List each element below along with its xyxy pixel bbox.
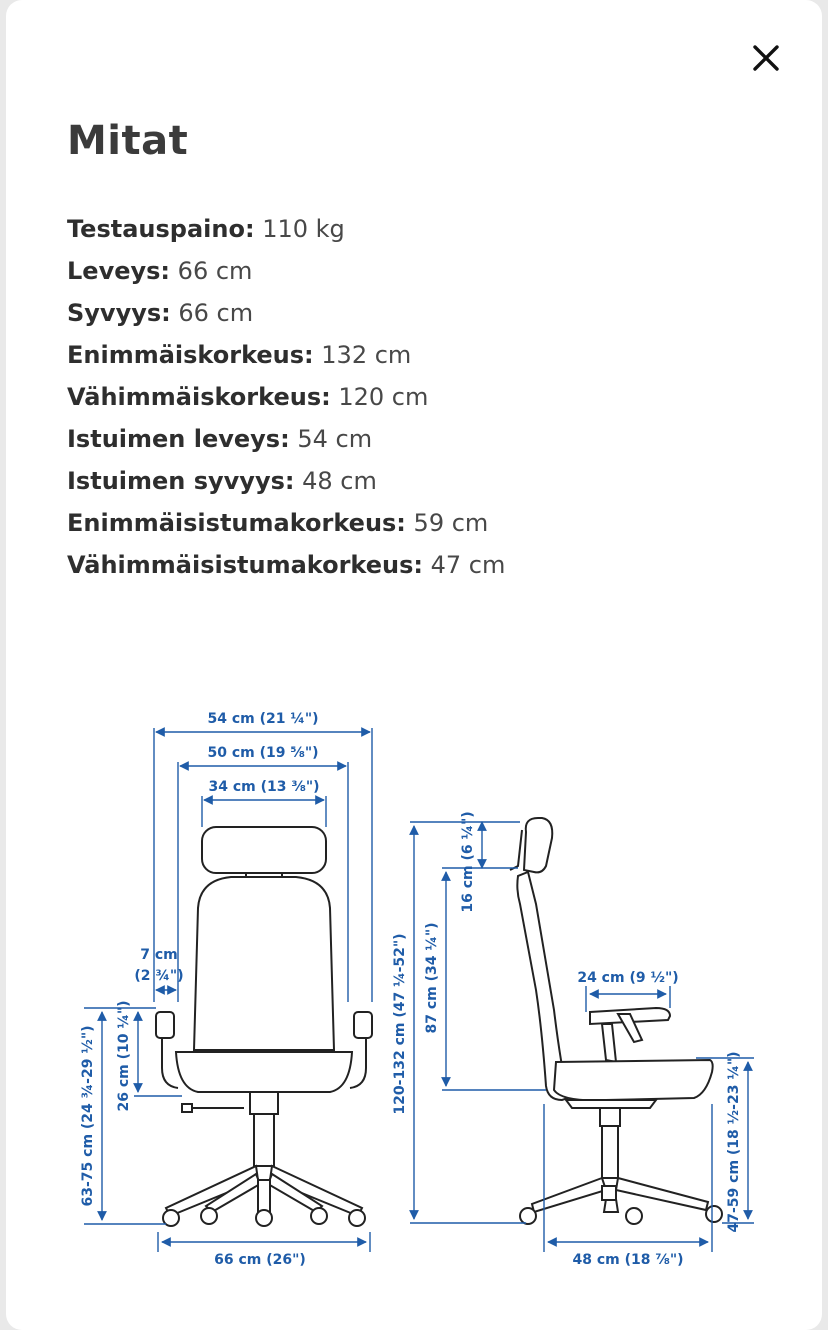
spec-label: Enimmäiskorkeus: [67, 341, 314, 369]
spec-value: 110 kg [262, 215, 345, 243]
spec-row-min-seat-height [67, 544, 505, 586]
dim-total-height-range: 120-132 cm (47 ¼-52") [392, 933, 408, 1115]
spec-label: Vähimmäiskorkeus: [67, 383, 331, 411]
spec-row-test-weight [67, 208, 505, 250]
close-icon [752, 44, 780, 72]
spec-row-depth [67, 292, 505, 334]
dim-armrest-height-range: 63-75 cm (24 ¾-29 ½") [80, 1025, 96, 1207]
spec-value: 132 cm [321, 341, 412, 369]
spec-row-seat-depth [67, 460, 505, 502]
spec-value: 48 cm [302, 467, 377, 495]
dim-headrest-height: 16 cm (6 ¼") [460, 811, 476, 913]
dim-seat-width: 54 cm (21 ¼") [207, 711, 319, 727]
chair-front-view [156, 827, 372, 1226]
spec-label: Leveys: [67, 257, 171, 285]
dim-back-width: 50 cm (19 ⅝") [207, 745, 319, 761]
spec-value: 66 cm [177, 257, 253, 285]
spec-value: 66 cm [178, 299, 254, 327]
dialog-title: Mitat [67, 118, 189, 164]
spec-label: Testauspaino: [67, 215, 255, 243]
dim-armrest-to-seat: 26 cm (10 ¼") [116, 1000, 132, 1112]
dim-base-width: 66 cm (26") [214, 1252, 306, 1268]
spec-label: Vähimmäisistumakorkeus: [67, 551, 423, 579]
chair-dimension-diagram [6, 690, 822, 1290]
spec-row-width [67, 250, 505, 292]
spec-label: Syvyys: [67, 299, 171, 327]
spec-label: Enimmäisistumakorkeus: [67, 509, 406, 537]
dimensions-dialog [6, 0, 822, 1330]
dim-back-height: 87 cm (34 ¼") [424, 922, 440, 1034]
spec-row-max-height [67, 334, 505, 376]
spec-label: Istuimen leveys: [67, 425, 290, 453]
spec-list [67, 208, 505, 586]
dim-seat-depth: 48 cm (18 ⅞") [572, 1252, 684, 1268]
dim-headrest-width: 34 cm (13 ⅜") [208, 779, 320, 795]
spec-label: Istuimen syvyys: [67, 467, 295, 495]
spec-value: 120 cm [338, 383, 429, 411]
spec-row-seat-width [67, 418, 505, 460]
spec-value: 59 cm [413, 509, 489, 537]
dim-seat-height-range: 47-59 cm (18 ½-23 ¼") [726, 1051, 742, 1233]
dim-armrest-depth: 24 cm (9 ½") [577, 970, 679, 986]
dim-armrest-inset: 7 cm [140, 947, 178, 963]
dim-armrest-inset-in: (2 ¾") [134, 968, 184, 984]
chair-side-view [510, 818, 722, 1224]
spec-value: 54 cm [297, 425, 373, 453]
spec-row-max-seat-height [67, 502, 505, 544]
close-button[interactable] [744, 38, 788, 78]
spec-row-min-height [67, 376, 505, 418]
spec-value: 47 cm [430, 551, 506, 579]
